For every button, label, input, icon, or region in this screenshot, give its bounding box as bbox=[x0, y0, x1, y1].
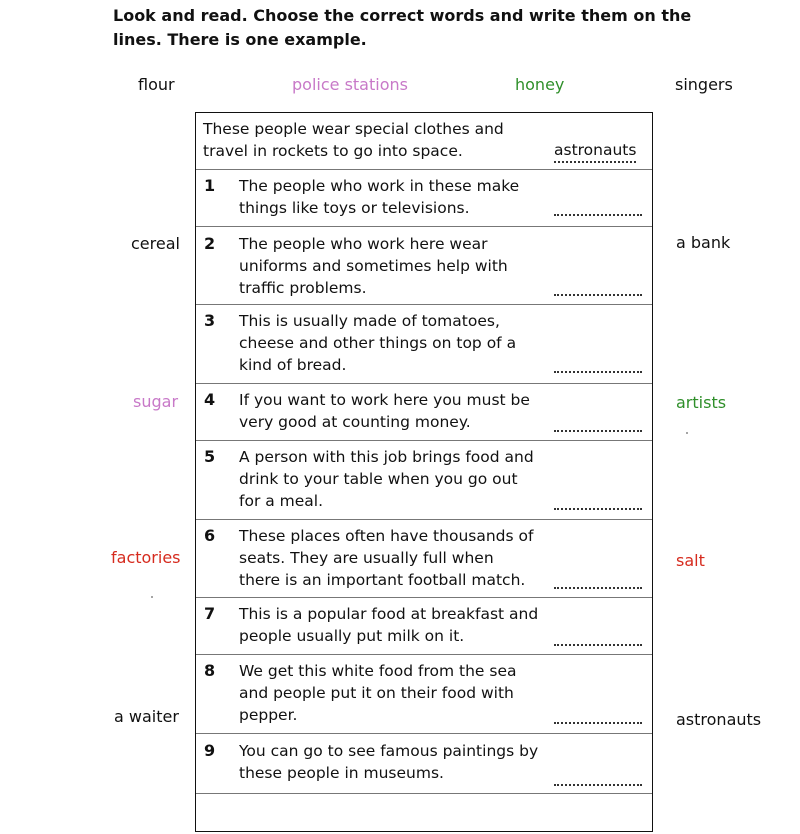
answer-line[interactable] bbox=[554, 587, 642, 589]
word-astronauts: astronauts bbox=[676, 710, 762, 729]
question-row-10 bbox=[196, 793, 652, 834]
question-text: This is a popular food at breakfast and people usually put milk on it. bbox=[239, 605, 539, 645]
answer-line[interactable] bbox=[554, 644, 642, 646]
example-answer: astronauts bbox=[554, 140, 636, 163]
answer-line[interactable] bbox=[554, 214, 642, 216]
question-text: A person with this job brings food and drink to your table when you go out for a meal. bbox=[239, 448, 534, 510]
question-row-1 bbox=[196, 169, 652, 227]
question-number: 3 bbox=[204, 311, 216, 330]
word-a-waiter: a waiter bbox=[114, 707, 179, 726]
question-row-4 bbox=[196, 383, 652, 441]
answer-line[interactable] bbox=[554, 784, 642, 786]
example-row bbox=[196, 113, 652, 169]
word-singers: singers bbox=[675, 75, 733, 94]
question-text: The people who work here wear uniforms and sometimes help with traffic problems. bbox=[239, 235, 508, 297]
word-sugar: sugar bbox=[133, 392, 179, 411]
answer-line[interactable] bbox=[554, 722, 642, 724]
word-artists: artists bbox=[676, 393, 727, 412]
answer-line[interactable] bbox=[554, 508, 642, 510]
question-text: This is usually made of tomatoes, cheese and other things on top of a kind of bread. bbox=[239, 312, 517, 374]
word-factories: factories bbox=[111, 548, 181, 567]
question-number: 6 bbox=[204, 526, 216, 545]
scan-speck bbox=[151, 596, 153, 598]
question-text: The people who work in these make things like toys or televisions. bbox=[239, 177, 520, 217]
example-text: These people wear special clothes and travel in rockets to go into space. bbox=[203, 120, 504, 160]
question-text: These places often have thousands of seats. They are usually full when there is an important football match. bbox=[239, 527, 534, 589]
question-number: 4 bbox=[204, 390, 216, 409]
question-number: 1 bbox=[204, 176, 216, 195]
scan-speck bbox=[686, 432, 688, 434]
question-number: 7 bbox=[204, 604, 216, 623]
question-number: 8 bbox=[204, 661, 216, 680]
word-salt: salt bbox=[676, 551, 705, 570]
question-row-3 bbox=[196, 304, 652, 384]
question-number: 9 bbox=[204, 741, 216, 760]
word-police-stations: police stations bbox=[292, 75, 408, 94]
question-text: If you want to work here you must be very good at counting money. bbox=[239, 391, 530, 431]
question-number: 2 bbox=[204, 234, 216, 253]
question-box bbox=[195, 112, 653, 832]
question-row-6 bbox=[196, 519, 652, 598]
word-flour: flour bbox=[138, 75, 175, 94]
question-row-8 bbox=[196, 654, 652, 734]
question-row-9 bbox=[196, 733, 652, 794]
question-text: We get this white food from the sea and people put it on their food with pepper. bbox=[239, 662, 517, 724]
answer-line[interactable] bbox=[554, 371, 642, 373]
question-row-2 bbox=[196, 226, 652, 305]
answer-line[interactable] bbox=[554, 430, 642, 432]
word-a-bank: a bank bbox=[676, 233, 731, 252]
word-honey: honey bbox=[515, 75, 565, 94]
word-cereal: cereal bbox=[131, 234, 180, 253]
question-row-7 bbox=[196, 597, 652, 655]
question-row-5 bbox=[196, 440, 652, 520]
answer-line[interactable] bbox=[554, 294, 642, 296]
question-number: 5 bbox=[204, 447, 216, 466]
question-text: You can go to see famous paintings by these people in museums. bbox=[239, 742, 539, 782]
instructions: Look and read. Choose the correct words and write them on the lines. There is one example. bbox=[113, 6, 692, 49]
